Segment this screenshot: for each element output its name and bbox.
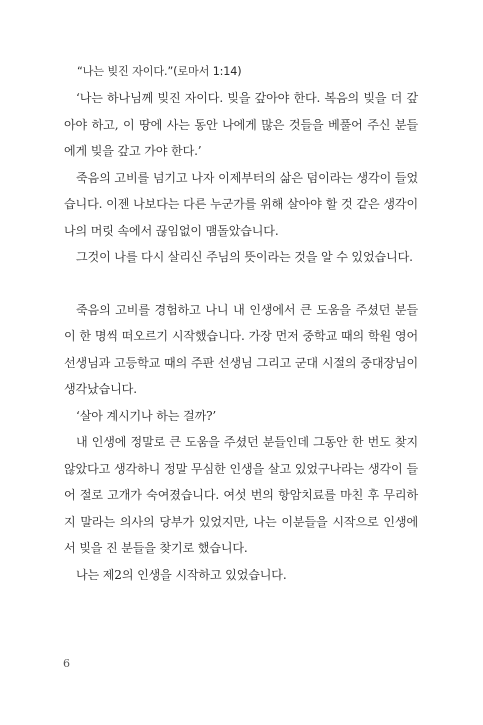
epigraph-quote: “나는 빚진 자이다.” [77,65,174,78]
paragraph: ‘나는 하나님께 빚진 자이다. 빚을 갚아야 한다. 복음의 빚을 더 갚아야 하고, 이 땅에 사는 동안 나에게 많은 것들을 베풀어 주신 분들에게 빚을 갚고 가야 한다.’ [64,91,418,158]
epigraph-reference: (로마서 1:14) [173,65,242,78]
section-break [64,271,418,297]
epigraph [64,59,418,85]
paragraph: 죽음의 고비를 넘기고 나자 이제부터의 삶은 덤이라는 생각이 들었습니다. 이젠 나보다는 다른 누군가를 위해 살아야 할 것 같은 생각이 나의 머릿 속에서 끊임없이 맴돌았습니다. [64,170,418,238]
paragraph: 그것이 나를 다시 살리신 주님의 뜻이라는 것을 알 수 있었습니다. [76,250,413,264]
page-number: 6 [63,657,70,670]
body-text [64,59,418,588]
paragraph: ‘살아 계시기나 하는 걸까?’ [76,408,217,423]
paragraph: 내 인생에 정말로 큰 도움을 주셨던 분들인데 그동안 한 번도 찾지 않았다고 생각하니 정말 무심한 인생을 살고 있었구나라는 생각이 들어 절로 고개가 숙여졌습니다. 여섯 번의 항암치료를 마친 후 무리하지 말라는 의사의 당부가 있었지만, 나는 이분들을 시작으로 인생에서 빚을 진 분들을 찾기로 했습니다. [64,435,418,555]
paragraph: 나는 제2의 인생을 시작하고 있었습니다. [76,567,287,582]
paragraph: 죽음의 고비를 경험하고 나니 내 인생에서 큰 도움을 주셨던 분들이 한 명씩 떠오르기 시작했습니다. 가장 먼저 중학교 때의 학원 영어선생님과 고등학교 때의 주판 선생님 그리고 군대 시절의 중대장님이 생각났습니다. [64,302,418,396]
